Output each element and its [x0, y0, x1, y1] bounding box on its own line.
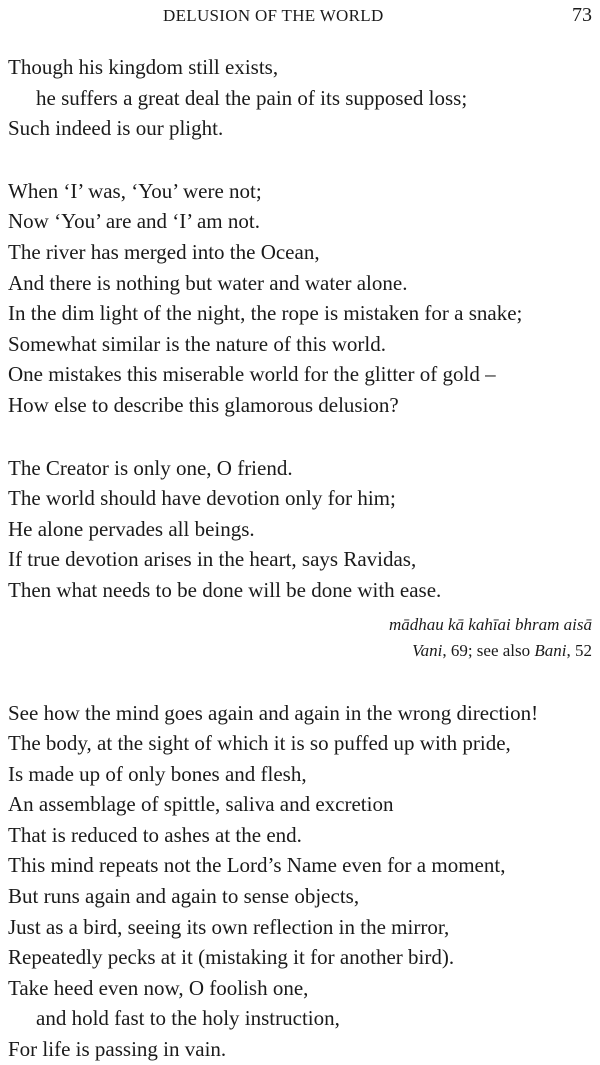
stanza-1 — [8, 52, 596, 144]
stanza-4 — [8, 698, 596, 1065]
verse-line: Just as a bird, seeing its own reflection in the mirror, — [8, 914, 450, 939]
citation-title — [8, 612, 592, 638]
stanza-2 — [8, 176, 596, 421]
running-header — [0, 4, 600, 28]
page-number: 73 — [572, 4, 592, 26]
verse-line: For life is passing in vain. — [8, 1037, 227, 1062]
verse-line: Such indeed is our plight. — [8, 116, 224, 141]
verse-line: How else to describe this glamorous delusion? — [8, 392, 399, 417]
citation-bani-ref: , 52 — [566, 640, 592, 660]
verse-line: Repeatedly pecks at it (mistaking it for another bird). — [8, 945, 455, 970]
verse-line: Is made up of only bones and flesh, — [8, 761, 307, 786]
stanza-3 — [8, 453, 596, 606]
verse-line: The body, at the sight of which it is so puffed up with pride, — [8, 731, 511, 756]
verse-line: The river has merged into the Ocean, — [8, 239, 320, 264]
citation-title-text: mādhau kā kahīai bhram aisā — [388, 614, 592, 634]
verse-line: Somewhat similar is the nature of this world. — [8, 331, 386, 356]
citation-reference — [8, 638, 592, 664]
verse-line: and hold fast to the holy instruction, — [36, 1006, 340, 1031]
verse-line: One mistakes this miserable world for the glitter of gold – — [8, 362, 496, 387]
verse-line: Now ‘You’ are and ‘I’ am not. — [8, 209, 260, 234]
citation-bani-label: Bani — [534, 640, 567, 660]
verse-line: This mind repeats not the Lord’s Name even for a moment, — [8, 853, 506, 878]
verse-line: He alone pervades all beings. — [8, 516, 255, 541]
verse-line: And there is nothing but water and water alone. — [8, 270, 408, 295]
source-citation — [8, 612, 596, 664]
running-title: DELUSION OF THE WORLD — [163, 6, 384, 25]
verse-line: But runs again and again to sense objects, — [8, 884, 360, 909]
stanza-break — [8, 421, 596, 453]
verse-line: The world should have devotion only for him; — [8, 486, 396, 511]
verse-line: he suffers a great deal the pain of its supposed loss; — [36, 85, 468, 110]
verse-line: The Creator is only one, O friend. — [8, 455, 293, 480]
stanza-break — [8, 144, 596, 176]
verse-line: In the dim light of the night, the rope is mistaken for a snake; — [8, 301, 523, 326]
citation-vani-label: Vani — [412, 640, 443, 660]
verse-line: Though his kingdom still exists, — [8, 55, 279, 79]
verse-line: Then what needs to be done will be done with ease. — [8, 577, 442, 602]
stanza-break — [8, 664, 596, 698]
verse-line: When ‘I’ was, ‘You’ were not; — [8, 178, 262, 203]
verse-line: An assemblage of spittle, saliva and excretion — [8, 792, 394, 817]
citation-vani-ref: , 69; see also — [442, 640, 535, 660]
page-body — [8, 52, 596, 1065]
verse-line: Take heed even now, O foolish one, — [8, 975, 309, 1000]
verse-line: If true devotion arises in the heart, says Ravidas, — [8, 547, 417, 572]
verse-line: That is reduced to ashes at the end. — [8, 822, 302, 847]
verse-line: See how the mind goes again and again in the wrong direction! — [8, 700, 539, 725]
